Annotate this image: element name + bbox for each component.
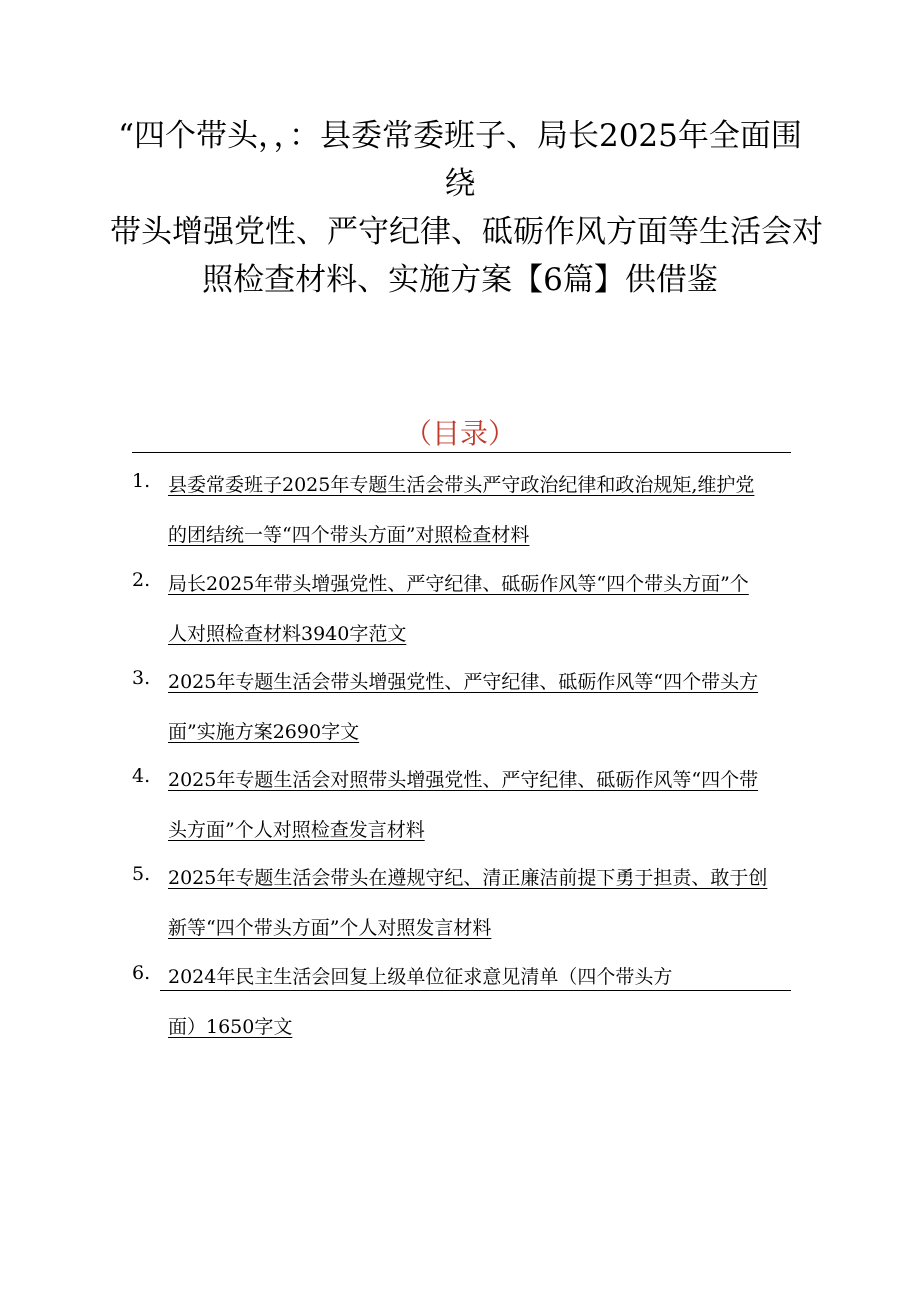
title-line-3: 带头增强党性、严守纪律、砥砺作风方面等生活会对	[110, 214, 823, 250]
toc-item-number: 6.	[132, 962, 151, 984]
toc-item-number: 4.	[132, 765, 151, 787]
document-title	[110, 112, 823, 304]
toc-item-link-line-1[interactable]: 局长2025年带头增强党性、严守纪律、砥砺作风等“四个带头方面”个	[168, 573, 749, 595]
title-line-1: “四个带头，，：县委常委班子、局长2025年全面围	[118, 118, 802, 154]
toc-item-link-line-2[interactable]: 头方面”个人对照检查发言材料	[168, 819, 425, 841]
toc-item-link-line-1[interactable]: 2025年专题生活会带头增强党性、严守纪律、砥砺作风等“四个带头方	[168, 671, 759, 693]
toc-item-link-line-1[interactable]: 2024年民主生活会回复上级单位征求意见清单（四个带头方	[168, 966, 673, 988]
toc-item-link-line-2[interactable]: 面）1650字文	[168, 1016, 293, 1038]
toc-item-6-divider	[160, 990, 791, 991]
toc-item-link-line-1[interactable]: 2025年专题生活会对照带头增强党性、严守纪律、砥砺作风等“四个带	[168, 769, 759, 791]
toc-top-divider	[132, 452, 791, 453]
toc-item-number: 3.	[132, 667, 151, 689]
toc-item-link-line-2[interactable]: 人对照检查材料3940字范文	[168, 623, 407, 645]
title-line-4: 照检查材料、实施方案【6篇】供借鉴	[202, 262, 718, 298]
toc-item-link-line-1[interactable]: 县委常委班子2025年专题生活会带头严守政治纪律和政治规矩,维护党	[168, 474, 755, 496]
toc-heading: （目录）	[403, 417, 516, 450]
toc-item-link-line-1[interactable]: 2025年专题生活会带头在遵规守纪、清正廉洁前提下勇于担责、敢于创	[168, 867, 768, 889]
toc-item-number: 1.	[132, 470, 151, 492]
toc-item-number: 5.	[132, 863, 151, 885]
toc-item-link-line-2[interactable]: 新等“四个带头方面”个人对照发言材料	[168, 917, 492, 939]
toc-item-link-line-2[interactable]: 面”实施方案2690字文	[168, 721, 360, 743]
toc-item-link-line-2[interactable]: 的团结统一等“四个带头方面”对照检查材料	[168, 524, 530, 546]
toc-item-number: 2.	[132, 569, 151, 591]
title-line-2: 绕	[444, 166, 476, 202]
